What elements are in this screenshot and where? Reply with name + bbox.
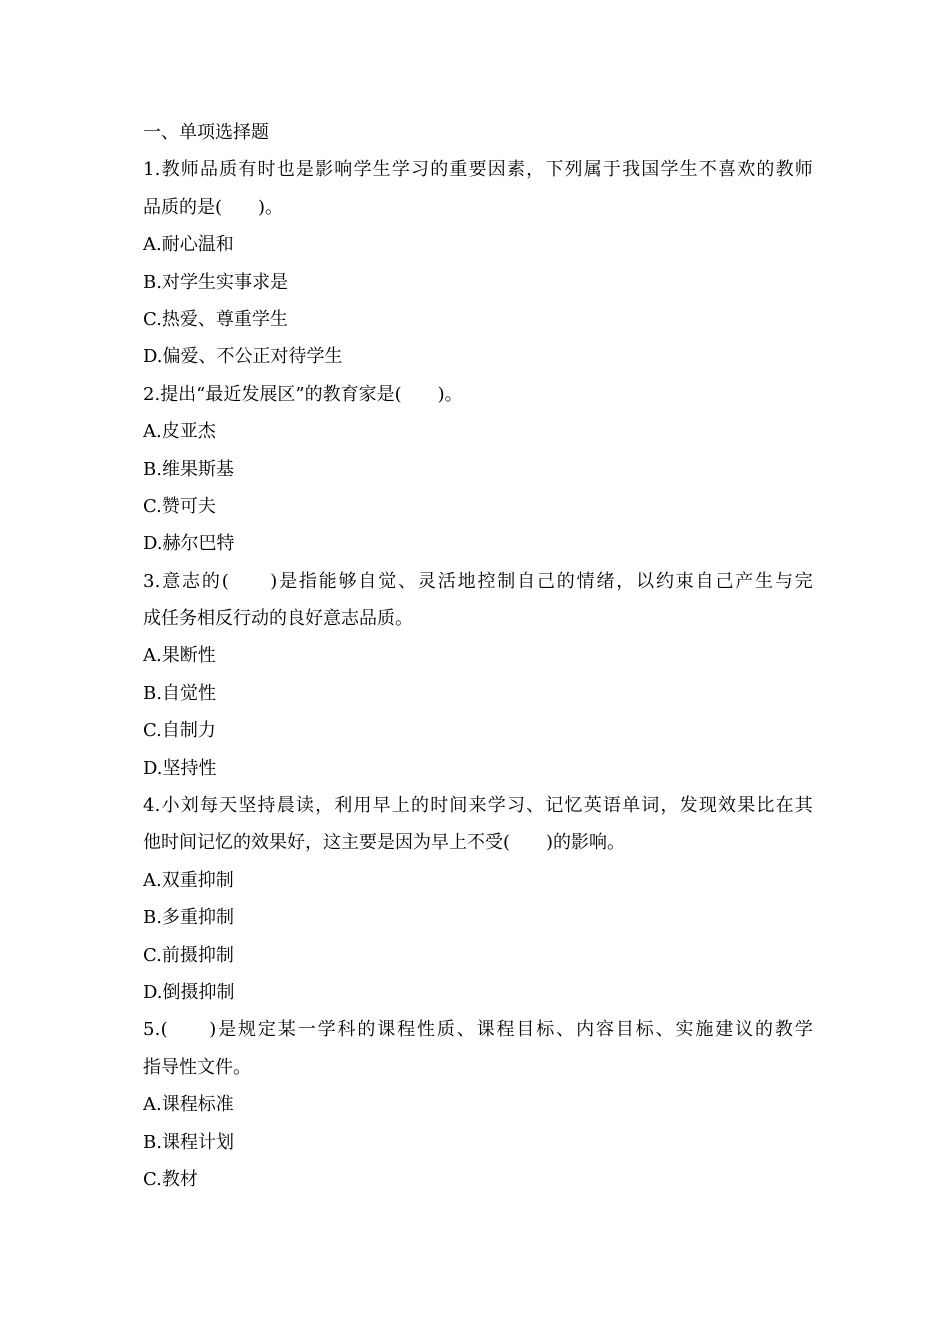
option-d: D.赫尔巴特 — [143, 533, 235, 555]
option-a: A.皮亚杰 — [143, 421, 216, 443]
question-5 — [143, 1011, 813, 1198]
option-d: D.坚持性 — [143, 757, 217, 779]
option-b: B.自觉性 — [143, 682, 216, 704]
option-b: B.维果斯基 — [143, 458, 234, 480]
option-b: B.多重抑制 — [143, 907, 234, 929]
question-3 — [143, 563, 813, 787]
option-c: C.前摄抑制 — [143, 944, 234, 966]
option-a: A.耐心温和 — [143, 234, 234, 256]
section-title: 一、单项选择题 — [143, 122, 269, 143]
document-page — [143, 114, 813, 1198]
question-2 — [143, 376, 813, 563]
question-stem-line: 成任务相反行动的良好意志品质。 — [143, 608, 413, 630]
option-a: A.果断性 — [143, 645, 216, 667]
option-c: C.自制力 — [143, 720, 216, 742]
question-stem-line: 5.( )是规定某一学科的课程性质、课程目标、内容目标、实施建议的教学 — [143, 1019, 813, 1041]
option-c: C.教材 — [143, 1168, 198, 1190]
option-c: C.赞可夫 — [143, 495, 216, 517]
question-stem-line: 3.意志的( )是指能够自觉、灵活地控制自己的情绪，以约束自己产生与完 — [143, 570, 813, 592]
question-4 — [143, 787, 813, 1011]
question-stem-line: 品质的是( )。 — [143, 196, 284, 218]
question-stem-line: 他时间记忆的效果好，这主要是因为早上不受( )的影响。 — [143, 832, 626, 854]
question-stem-line: 2.提出“最近发展区”的教育家是( )。 — [143, 383, 463, 405]
question-stem-line: 1.教师品质有时也是影响学生学习的重要因素，下列属于我国学生不喜欢的教师 — [143, 159, 813, 181]
question-1 — [143, 151, 813, 375]
option-a: A.双重抑制 — [143, 869, 234, 891]
option-a: A.课程标准 — [143, 1094, 234, 1116]
option-c: C.热爱、尊重学生 — [143, 308, 288, 330]
option-d: D.倒摄抑制 — [143, 981, 235, 1003]
question-stem-line: 4.小刘每天坚持晨读，利用早上的时间来学习、记忆英语单词，发现效果比在其 — [143, 795, 813, 817]
option-d: D.偏爱、不公正对待学生 — [143, 346, 343, 368]
option-b: B.对学生实事求是 — [143, 271, 288, 293]
question-stem-line: 指导性文件。 — [143, 1056, 251, 1078]
option-b: B.课程计划 — [143, 1131, 234, 1153]
